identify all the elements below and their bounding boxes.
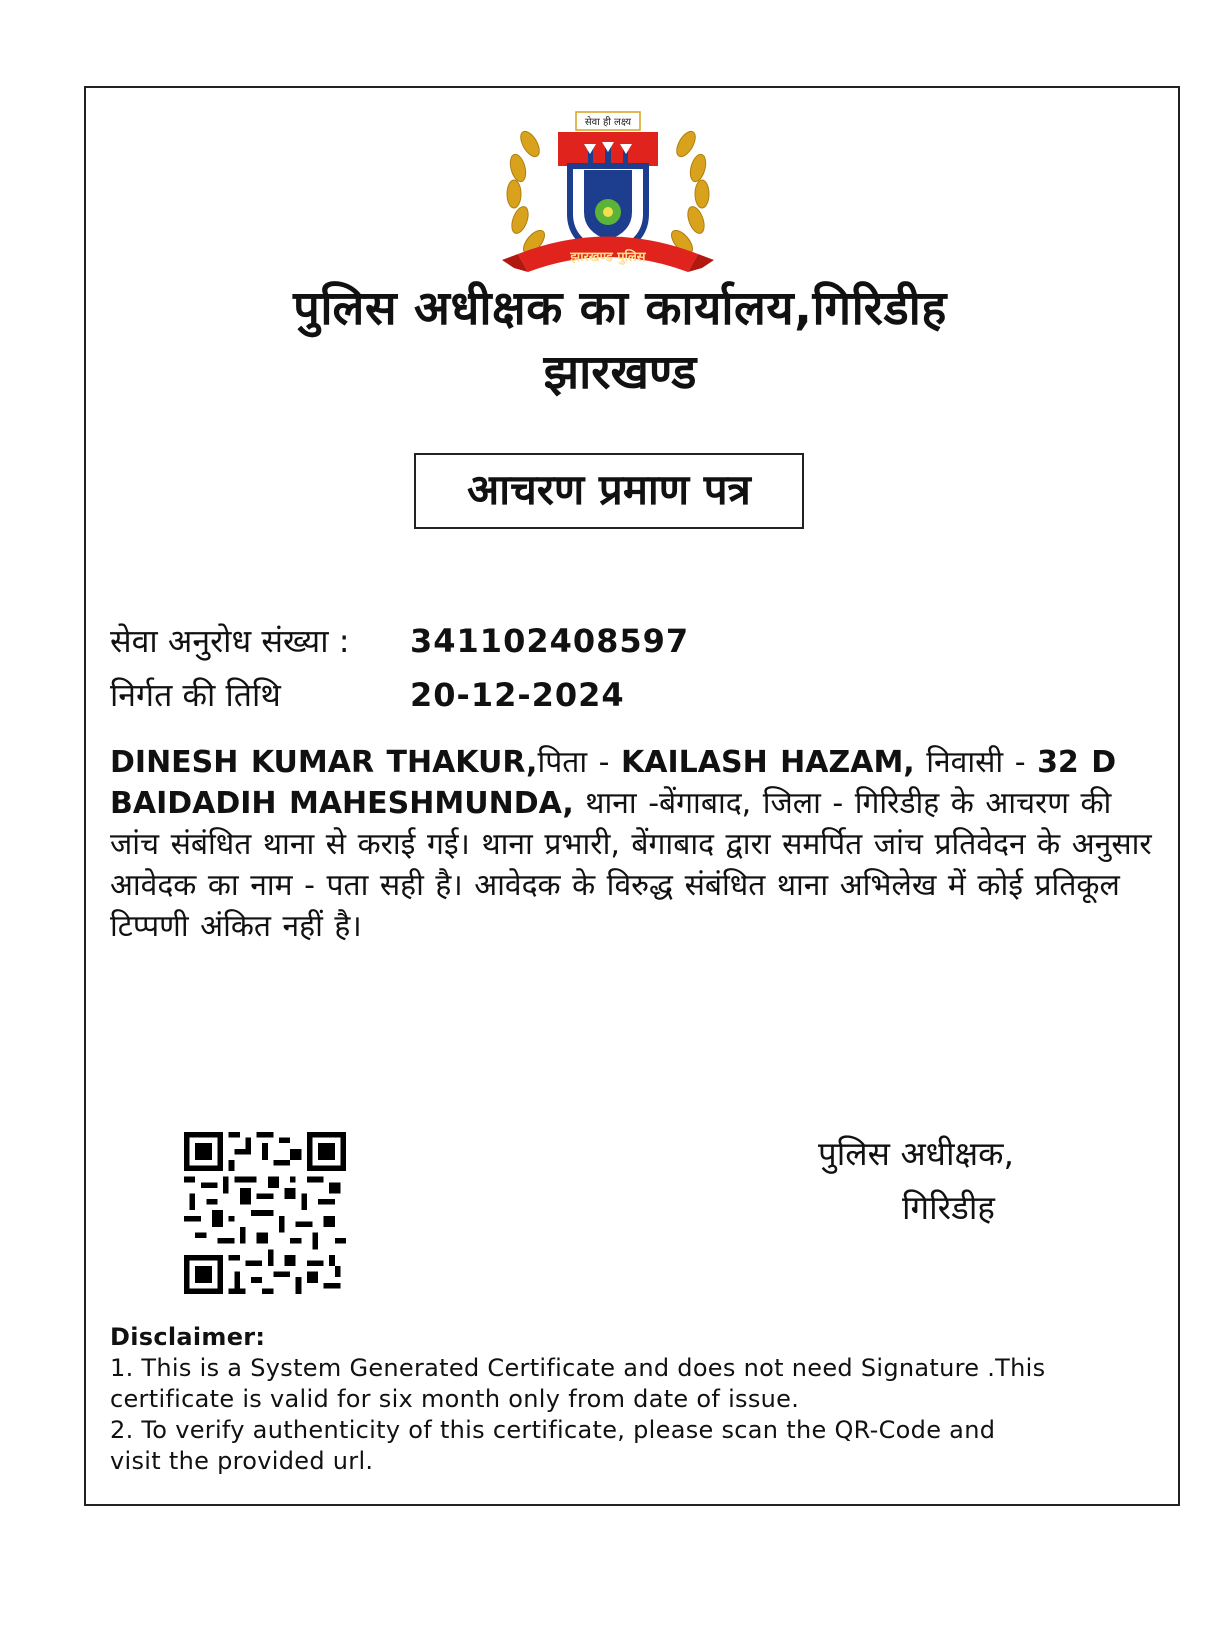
- verification-qr-code[interactable]: [184, 1132, 346, 1294]
- issue-date-value: 20-12-2024: [410, 676, 625, 714]
- request-number-label: सेवा अनुरोध संख्या :: [110, 622, 350, 660]
- disclaimer-line-4: visit the provided url.: [110, 1447, 374, 1475]
- disclaimer-heading: Disclaimer:: [110, 1323, 266, 1351]
- disclaimer-line-3: 2. To verify authenticity of this certificate, please scan the QR-Code and: [110, 1416, 996, 1444]
- office-state: झारखण्ड: [543, 345, 697, 400]
- body-text: थाना -बेंगाबाद, जिला - गिरिडीह के आचरण की जांच संबंधित थाना से कराई गई। थाना प्रभारी, बेंगाबाद द्वारा समर्पित जांच प्रतिवेदन के अनुसार आवेदक का नाम - पता सही है। आवेदक के विरुद्ध संबंधित थाना अभिलेख में कोई प्रतिकूल टिप्पणी अंकित नहीं है।: [110, 786, 1152, 944]
- issue-date-label: निर्गत की तिथि: [110, 676, 281, 714]
- applicant-name: DINESH KUMAR THAKUR,: [110, 745, 538, 780]
- father-name: KAILASH HAZAM,: [621, 745, 915, 780]
- request-number-row: [110, 618, 689, 664]
- request-number-value: 341102408597: [410, 622, 690, 660]
- disclaimer-line-1: 1. This is a System Generated Certificate and does not need Signature .This: [110, 1354, 1046, 1382]
- issue-date-row: [110, 672, 625, 718]
- office-title: पुलिस अधीक्षक का कार्यालय,गिरिडीह: [293, 281, 947, 336]
- emblem-ribbon-text: झारखण्ड पुलिस: [570, 250, 646, 265]
- certificate-body: [110, 742, 1170, 947]
- disclaimer-line-2: certificate is valid for six month only from date of issue.: [110, 1385, 800, 1413]
- certificate-title: आचरण प्रमाण पत्र: [414, 453, 804, 529]
- signatory-title: पुलिस अधीक्षक,: [818, 1134, 1015, 1173]
- disclaimer: [110, 1322, 1150, 1477]
- applicant-address: 32 D BAIDADIH MAHESHMUNDA,: [110, 745, 1117, 821]
- jharkhand-police-emblem: [488, 104, 728, 294]
- emblem-motto: सेवा ही लक्ष्य: [584, 117, 632, 128]
- resident-label: निवासी -: [914, 745, 1038, 780]
- father-label: पिता -: [537, 745, 622, 780]
- signatory-district: गिरिडीह: [902, 1188, 995, 1227]
